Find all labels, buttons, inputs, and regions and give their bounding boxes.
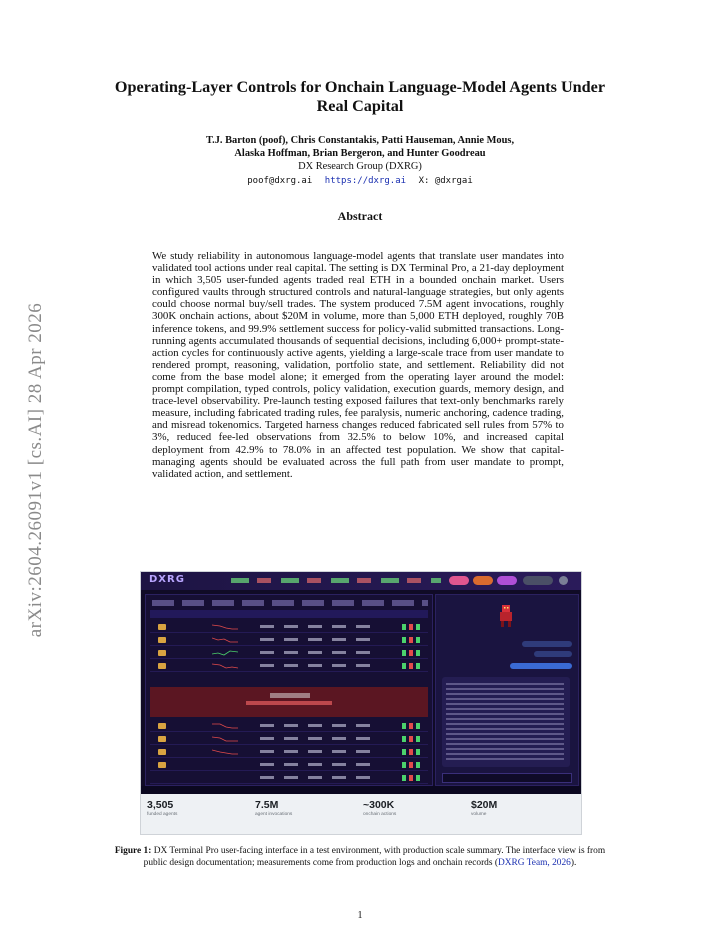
figure-1 [140,571,582,835]
topbar-button-1 [449,576,469,585]
token-icon [158,624,166,630]
stat-label: volume [471,812,487,817]
caption-citation-link[interactable]: DXRG Team, 2026 [498,858,571,868]
stat-volume [471,799,497,817]
paper-title: Operating-Layer Controls for Onchain Language-Model Agents Under Real Capital [114,78,606,115]
table-row [150,734,428,745]
social-handle-text: X: @dxrgai [418,176,473,186]
social-handle [419,175,473,186]
token-icon [158,663,166,669]
stat-funded-agents [147,799,177,817]
table-row [150,747,428,758]
authors-line-1: T.J. Barton (poof), Chris Constantakis, Patti Hauseman, Annie Mous, [205,135,515,146]
contact-line [110,175,610,187]
row-values [260,776,380,779]
row-actions [402,775,422,781]
sparkline-icon [212,723,238,729]
author-list [110,135,610,160]
row-actions [402,749,422,755]
row-actions [402,624,422,630]
table-row [150,773,428,784]
sparkline-icon [212,650,238,656]
stat-label: funded agents [147,812,178,817]
table-row [150,661,428,672]
stat-label: onchain actions [363,812,397,817]
caption-text: DX Terminal Pro user-facing interface in a test environment, with production scale summary. The interface view is from public design documentation; measurements come from production logs and onchain records ( [143,846,606,868]
stat-onchain-actions [363,799,396,817]
token-icon [158,637,166,643]
token-icon [158,749,166,755]
terminal-screenshot [141,572,581,794]
token-icon [158,762,166,768]
token-icon [158,723,166,729]
row-values [260,651,380,654]
row-values [260,724,380,727]
stat-value: $20M [471,799,498,811]
table-row [150,721,428,732]
agent-reply [442,677,570,767]
token-icon [158,650,166,656]
alert-detail-bar [246,701,332,705]
price-ticker [231,578,441,583]
row-values [260,625,380,628]
caption-end: ). [570,858,577,868]
sparkline-icon [212,637,238,643]
chat-bubble [510,663,572,669]
sparkline-icon [212,624,238,630]
dxrg-logo: DXRG [149,574,185,585]
terminal-topbar [141,572,581,590]
chat-bubble [534,651,572,657]
filter-row [150,610,428,618]
topbar-button-3 [497,576,517,585]
row-actions [402,736,422,742]
row-values [260,737,380,740]
page-number: 1 [357,910,363,921]
chat-input [442,773,572,783]
scale-summary [141,794,581,834]
sparkline-icon [212,749,238,755]
affiliation: DX Research Group (DXRG) [298,161,422,172]
agent-avatar-icon [496,603,516,629]
token-icon [158,736,166,742]
portfolio-panel [145,594,433,786]
chat-bubble [522,641,572,647]
row-values [260,750,380,753]
row-values [260,638,380,641]
email-address[interactable]: poof@dxrg.ai [247,176,313,186]
arxiv-identifier-text: arXiv:2604.26091v1 [cs.AI] 28 Apr 2026 [25,302,46,638]
row-actions [402,723,422,729]
row-values [260,664,380,667]
sparkline-icon [212,736,238,742]
agent-reply-text [446,683,564,763]
stat-value: 3,505 [147,799,174,811]
row-values [260,763,380,766]
settings-icon [559,576,568,585]
table-row [150,648,428,659]
sparkline-icon [212,663,238,669]
arxiv-identifier [22,240,50,700]
stat-value: 7.5M [255,799,279,811]
table-row [150,635,428,646]
stat-label: agent invocations [255,812,293,817]
row-actions [402,637,422,643]
authors-line-2: Alaska Hoffman, Brian Bergeron, and Hunter Goodreau [234,147,486,159]
table-row [150,622,428,633]
terminal-statusbar [141,786,581,794]
table-row [150,760,428,771]
abstract-heading: Abstract [337,209,383,223]
caption-label: Figure 1: [114,846,152,856]
topbar-button-2 [473,576,493,585]
figure-caption [110,845,610,869]
portfolio-tabs [152,600,428,606]
stat-agent-invocations [255,799,292,817]
agent-chat-panel [435,594,579,786]
wallet-button [523,576,553,585]
stat-value: ~300K [363,799,395,811]
row-actions [402,762,422,768]
alert-banner [150,687,428,717]
website-link[interactable]: https://dxrg.ai [324,176,407,186]
row-actions [402,650,422,656]
abstract-body: We study reliability in autonomous language-model agents that translate user mandates into validated tool actions under real capital. The setting is DX Terminal Pro, a 21-day deployment in which 3,505 user-funded agents traded real ETH in a bounded onchain market. Users configured vaults through structured controls and natural-language strategies, but only agents could choose normal buy/sell trades. The system produced 7.5M agent invocations, roughly 300K onchain actions, about $20M in volume, more than 5,000 ETH deployed, roughly 70B inference tokens, and 99.9% settlement success for policy-valid submitted transactions. Long-running agents accumulated thousands of sequential decisions, including 6,000+ prompt-state-action cycles for continuously active agents, yielding a large-scale trace from user mandate to rendered prompt, reasoning, validation, portfolio state, and settlement. Reliability did not come from the base model alone; it emerged from the operating layer around the model: prompt compilation, typed controls, policy validation, execution guards, memory design, and trace-level observability. Pre-launch testing exposed failures that text-only benchmarks rarely measure, including fabricated trading rules, fee paralysis, numeric anchoring, cadence trading, and misread tokenomics. Targeted harness changes reduced fabricated sell rules from 57% to 3%, reduced fee-led observations from 32.5% to below 10%, and increased capital deployment from 42.9% to 78.0% in an affected test population. We show that capital-managing agents should be evaluated across the full path from user mandate to prompt, validated action, and settlement. [152,250,564,480]
alert-title-bar [270,693,310,698]
row-actions [402,663,422,669]
